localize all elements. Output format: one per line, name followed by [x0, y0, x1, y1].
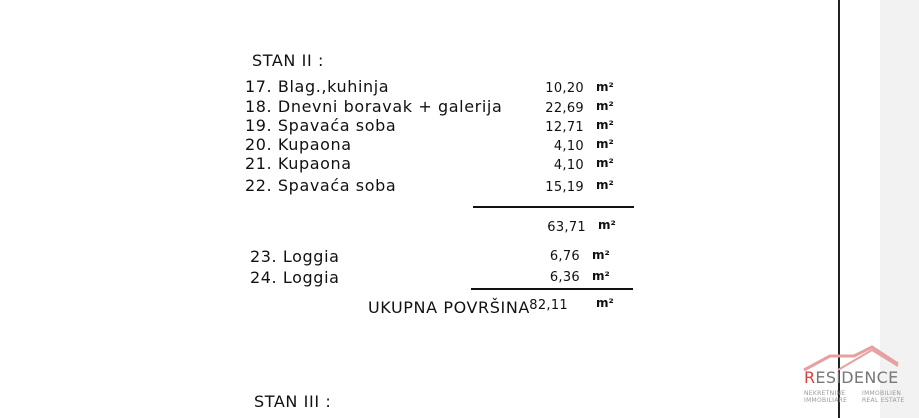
area-unit: m² — [596, 296, 614, 310]
room-area: 10,20 — [545, 81, 584, 96]
area-unit: m² — [596, 99, 614, 113]
section-title-stan-3: STAN III : — [254, 392, 332, 411]
room-area: 22,69 — [545, 101, 584, 116]
total-rule — [471, 288, 633, 290]
residence-logo — [800, 344, 905, 418]
section-title-stan-2: STAN II : — [252, 51, 325, 70]
area-unit: m² — [596, 118, 614, 132]
loggia-area: 6,36 — [549, 270, 580, 285]
subtotal-rule — [473, 206, 634, 208]
area-unit: m² — [592, 248, 610, 262]
loggia-label: 23. Loggia — [250, 247, 340, 266]
loggia-label: 24. Loggia — [250, 268, 340, 287]
room-label: 20. Kupaona — [245, 135, 352, 154]
total-area: 82,11 — [529, 298, 568, 313]
logo-wordmark: RESIDENCE — [804, 368, 899, 387]
area-unit: m² — [596, 80, 614, 94]
total-label: UKUPNA POVRŠINA — [368, 298, 530, 317]
area-unit: m² — [596, 156, 614, 170]
room-area: 4,10 — [553, 158, 584, 173]
room-label: 19. Spavaća soba — [245, 116, 397, 135]
subtotal-area: 63,71 — [547, 220, 586, 235]
area-unit: m² — [592, 269, 610, 283]
room-label: 18. Dnevni boravak + galerija — [245, 97, 503, 116]
room-label: 21. Kupaona — [245, 154, 352, 173]
room-area: 15,19 — [545, 180, 584, 195]
area-unit: m² — [596, 178, 614, 192]
room-label: 17. Blag.,kuhinja — [245, 77, 390, 96]
room-area: 12,71 — [545, 120, 584, 135]
logo-subtitle-right: IMMOBILIEN REAL ESTATE — [862, 390, 905, 404]
area-unit: m² — [596, 137, 614, 151]
loggia-area: 6,76 — [549, 249, 580, 264]
area-unit: m² — [598, 218, 616, 232]
room-label: 22. Spavaća soba — [245, 176, 397, 195]
logo-subtitle-left: NEKRETNINE IMMOBILIARE — [804, 390, 848, 404]
room-area: 4,10 — [553, 139, 584, 154]
